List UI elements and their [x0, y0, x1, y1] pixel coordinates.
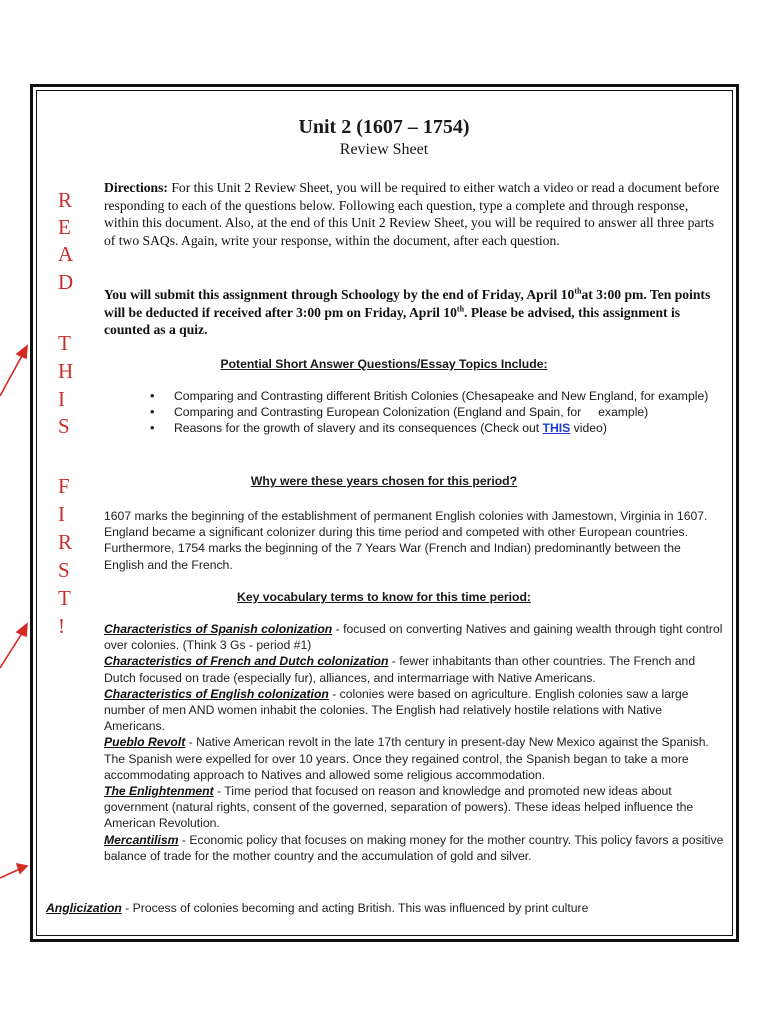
- list-item: • Comparing and Contrasting European Colonization (England and Spain, for example): [174, 404, 724, 420]
- vocab-definition: - Process of colonies becoming and acting British. This was influenced by print culture: [121, 901, 589, 915]
- period-paragraph: 1607 marks the beginning of the establishment of permanent English colonies with Jamestown, Virginia in 1607. England became a significant colonizer during this time period and competed with other European countries. Furthermore, 1754 marks the beginning of the 7 Years War (French and Indian) predominantly between the English and the French.: [104, 509, 708, 572]
- side-letter: A: [58, 242, 74, 266]
- superscript: th: [574, 286, 582, 296]
- side-letter: !: [58, 614, 65, 638]
- side-letter: H: [58, 359, 74, 383]
- vocab-definition: - Time period that focused on reason and knowledge and promoted new ideas about government (natural rights, consent of the governed, separation of powers). These ideas helped influence the American Revolution.: [104, 784, 694, 831]
- topics-heading: Potential Short Answer Questions/Essay Topics Include:: [220, 357, 548, 371]
- vocab-term: Characteristics of Spanish colonization: [104, 622, 333, 636]
- submission-text-2: at 3:00 pm. Ten points will be deducted if received after 3:00 pm on Friday, April 10: [104, 287, 711, 320]
- vocab-definition: - focused on converting Natives and gaining wealth through tight control over colonies. (Think 3 Gs - period #1): [104, 622, 723, 653]
- side-letter: S: [58, 558, 70, 582]
- side-letter: I: [58, 387, 65, 411]
- vocab-entry: [104, 653, 724, 685]
- submission-paragraph: [104, 286, 724, 339]
- page-title: Unit 2 (1607 – 1754): [298, 116, 470, 138]
- vocab-entry: [104, 832, 724, 864]
- list-item: [174, 420, 724, 436]
- vocab-entry-anglicization: [46, 900, 736, 916]
- side-letter: R: [58, 188, 73, 212]
- submission-text-3: . Please be advised, this assignment is counted as a quiz.: [104, 304, 681, 337]
- directions-label: Directions:: [104, 180, 168, 195]
- vocab-definition: - Economic policy that focuses on making money for the mother country. This policy favors a positive balance of trade for the mother country and the accumulation of gold and silver.: [104, 832, 724, 863]
- list-item-text: video): [570, 421, 607, 436]
- vocab-entry: [104, 783, 724, 832]
- vocab-entry: [104, 621, 724, 653]
- vocab-entry: [104, 734, 724, 783]
- directions-text: For this Unit 2 Review Sheet, you will be required to either watch a video or read a document before responding to each of the questions below. Following each question, type a complete and through response, within this document. Also, at the end of this Unit 2 Review Sheet, you will be required to answer all three parts of two SAQs. Again, write your response, within the document, after each question.: [104, 180, 720, 248]
- vocab-heading: Key vocabulary terms to know for this time period:: [237, 590, 531, 604]
- page-subtitle: Review Sheet: [339, 141, 429, 158]
- vocab-term: Pueblo Revolt: [104, 735, 186, 750]
- vocab-definition: - Native American revolt in the late 17th century in present-day New Mexico against the Spanish. The Spanish were expelled for over 10 years. Once they regained control, the Spanish began to take a more accommodating approach to Natives and allowed some religious accommodation.: [104, 735, 709, 782]
- vocab-term: Characteristics of French and Dutch colonization: [104, 654, 389, 669]
- vocab-term: Mercantilism: [104, 832, 179, 847]
- side-letter: D: [58, 270, 74, 294]
- vocab-definition: - fewer inhabitants than other countries. The French and Dutch focused on trade (especially fur), alliances, and intermarriage with Native Americans.: [104, 654, 696, 685]
- superscript: th: [456, 303, 465, 313]
- vocab-definition: - colonies were based on agriculture. English colonies saw a large number of men AND women inhabit the colonies. The English had relatively hostile relations with Native Americans.: [104, 686, 689, 734]
- arrow-head-2: [17, 624, 27, 636]
- side-letter: F: [58, 474, 70, 498]
- period-heading: Why were these years chosen for this period?: [250, 474, 518, 488]
- side-letter: S: [58, 414, 70, 438]
- side-letter: E: [58, 215, 71, 239]
- side-letter: I: [58, 502, 65, 526]
- this-video-link[interactable]: THIS: [542, 421, 571, 436]
- directions-paragraph: [104, 179, 724, 249]
- side-letter: T: [58, 331, 71, 355]
- side-letter: T: [58, 586, 71, 610]
- vocab-term: Characteristics of English colonization: [104, 686, 329, 701]
- topics-list: [104, 388, 724, 437]
- submission-text-1: You will submit this assignment through Schoology by the end of Friday, April 10: [104, 287, 575, 302]
- list-item: • Comparing and Contrasting different British Colonies (Chesapeake and New England, for example): [174, 388, 724, 404]
- arrow-line-2: [0, 630, 24, 668]
- side-letter: R: [58, 530, 73, 554]
- arrow-head-3: [17, 864, 27, 873]
- vocab-list: [104, 621, 724, 864]
- list-item-text: Reasons for the growth of slavery and its consequences (Check out: [174, 421, 543, 436]
- vocab-entry: [104, 686, 724, 735]
- vocab-term: The Enlightenment: [104, 784, 214, 799]
- vocab-term: Anglicization: [46, 901, 122, 915]
